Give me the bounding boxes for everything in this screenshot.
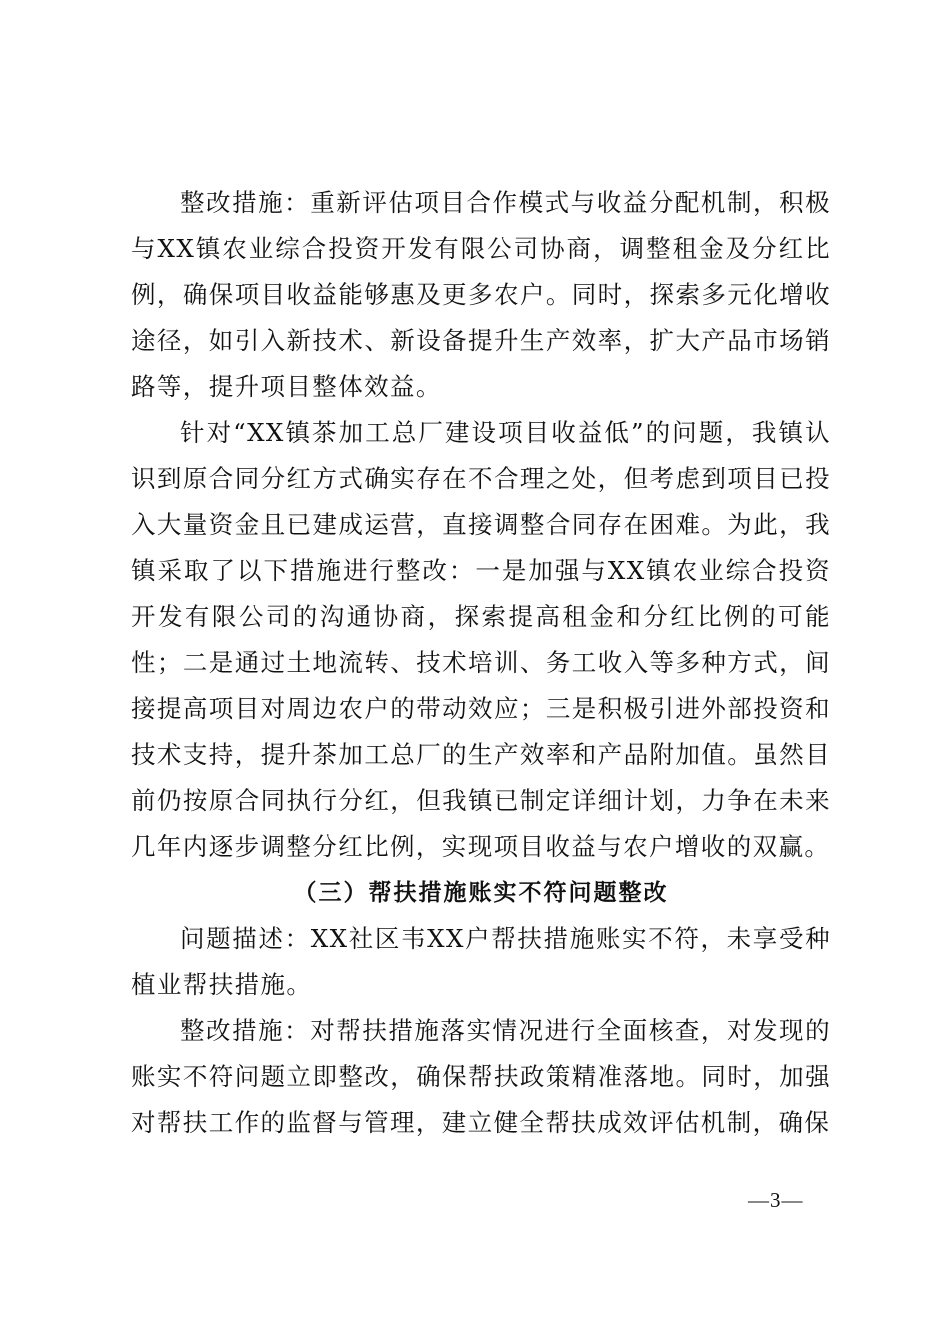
document-body	[131, 180, 831, 1146]
section-heading: （三）帮扶措施账实不符问题整改	[293, 879, 669, 906]
page-number: —3—	[748, 1188, 804, 1212]
paragraph-rectification-measures-1: 整改措施：重新评估项目合作模式与收益分配机制，积极与XX镇农业综合投资开发有限公司协商，调整租金及分红比例，确保项目收益能够惠及更多农户。同时，探索多元化增收途径，如引入新技术、新设备提升生产效率，扩大产品市场销路等，提升项目整体效益。	[131, 188, 831, 401]
paragraph-problem-description: 问题描述：XX社区韦XX户帮扶措施账实不符，未享受种植业帮扶措施。	[131, 924, 831, 999]
paragraph-tea-factory-issue: 针对“XX镇茶加工总厂建设项目收益低”的问题，我镇认识到原合同分红方式确实存在不合理之处，但考虑到项目已投入大量资金且已建成运营，直接调整合同存在困难。为此，我镇采取了以下措施进行整改：一是加强与XX镇农业综合投资开发有限公司的沟通协商，探索提高租金和分红比例的可能性；二是通过土地流转、技术培训、务工收入等多种方式，间接提高项目对周边农户的带动效应；三是积极引进外部投资和技术支持，提升茶加工总厂的生产效率和产品附加值。虽然目前仍按原合同执行分红，但我镇已制定详细计划，力争在未来几年内逐步调整分红比例，实现项目收益与农户增收的双赢。	[131, 418, 831, 861]
paragraph-rectification-measures-2: 整改措施：对帮扶措施落实情况进行全面核查，对发现的账实不符问题立即整改，确保帮扶政策精准落地。同时，加强对帮扶工作的监督与管理，建立健全帮扶成效评估机制，确保	[131, 1016, 831, 1137]
